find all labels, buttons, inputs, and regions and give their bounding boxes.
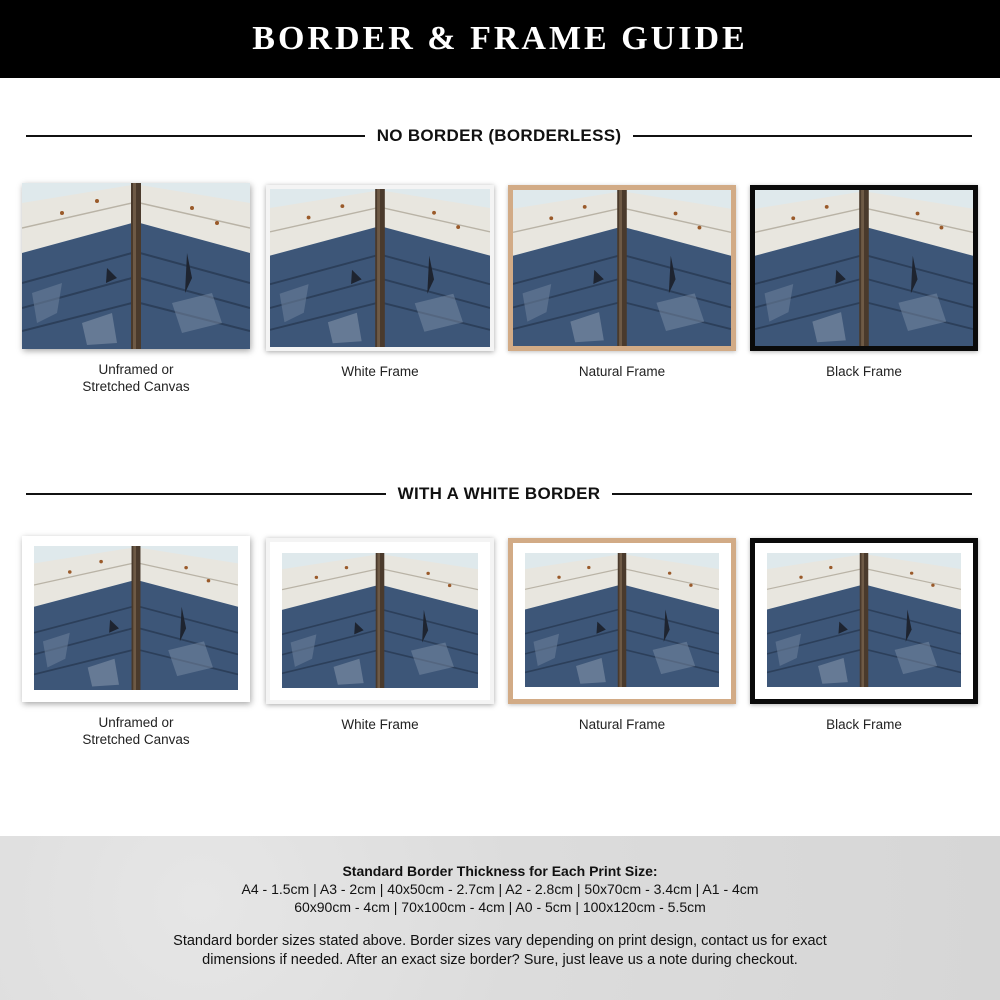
boat-hull-image xyxy=(755,190,973,346)
variant-caption: Natural Frame xyxy=(578,717,666,732)
white-frame-preview xyxy=(266,185,494,351)
white-frame-preview xyxy=(266,538,494,704)
border-sizes-line: 60x90cm - 4cm | 70x100cm - 4cm | A0 - 5cm | 100x120cm - 5.5cm xyxy=(294,899,706,915)
page-header xyxy=(0,0,1000,78)
borderless-black-frame-variant xyxy=(750,185,978,380)
variant-caption: Natural Frame xyxy=(578,364,666,379)
black-frame-preview xyxy=(750,538,978,704)
borderless-white-frame-variant xyxy=(266,185,494,380)
border-sizes-line: A4 - 1.5cm | A3 - 2cm | 40x50cm - 2.7cm | A2 - 2.8cm | 50x70cm - 3.4cm | A1 - 4cm xyxy=(241,881,759,897)
canvas-preview xyxy=(22,536,250,702)
variant-caption: Unframed or Stretched Canvas xyxy=(82,715,190,747)
bordered-canvas-variant xyxy=(22,536,250,748)
natural-frame-preview xyxy=(508,185,736,351)
border-note: Standard border sizes stated above. Border sizes vary depending on print design, contact us for exact dimensions if needed. After an exact size border? Sure, just leave us a note during checkout. xyxy=(173,933,827,968)
borderless-canvas-variant xyxy=(22,183,250,395)
divider-line xyxy=(26,135,365,137)
boat-hull-image xyxy=(767,553,961,687)
divider-line xyxy=(633,135,972,137)
boat-hull-image xyxy=(525,553,719,687)
page-title: BORDER & FRAME GUIDE xyxy=(252,20,748,57)
divider-line xyxy=(612,493,972,495)
variant-caption: Unframed or Stretched Canvas xyxy=(82,362,190,394)
variant-caption: Black Frame xyxy=(826,364,902,379)
variant-caption: White Frame xyxy=(341,717,419,732)
boat-hull-image xyxy=(34,546,238,690)
boat-hull-image xyxy=(270,189,490,347)
section-title-white-border xyxy=(26,482,972,506)
bordered-black-frame-variant xyxy=(750,538,978,733)
section-title-borderless xyxy=(26,124,972,148)
variant-caption: Black Frame xyxy=(826,717,902,732)
border-thickness-heading: Standard Border Thickness for Each Print Size: xyxy=(342,863,658,879)
canvas-preview xyxy=(22,183,250,349)
natural-frame-preview xyxy=(508,538,736,704)
boat-hull-image xyxy=(513,190,731,346)
boat-hull-image xyxy=(22,183,250,349)
borderless-natural-frame-variant xyxy=(508,185,736,380)
section-label: NO BORDER (BORDERLESS) xyxy=(376,126,622,145)
section-label: WITH A WHITE BORDER xyxy=(397,484,601,503)
boat-hull-image xyxy=(282,553,478,688)
black-frame-preview xyxy=(750,185,978,351)
bordered-natural-frame-variant xyxy=(508,538,736,733)
divider-line xyxy=(26,493,386,495)
border-info-panel xyxy=(0,836,1000,1000)
variant-caption: White Frame xyxy=(341,364,419,379)
bordered-white-frame-variant xyxy=(266,538,494,733)
